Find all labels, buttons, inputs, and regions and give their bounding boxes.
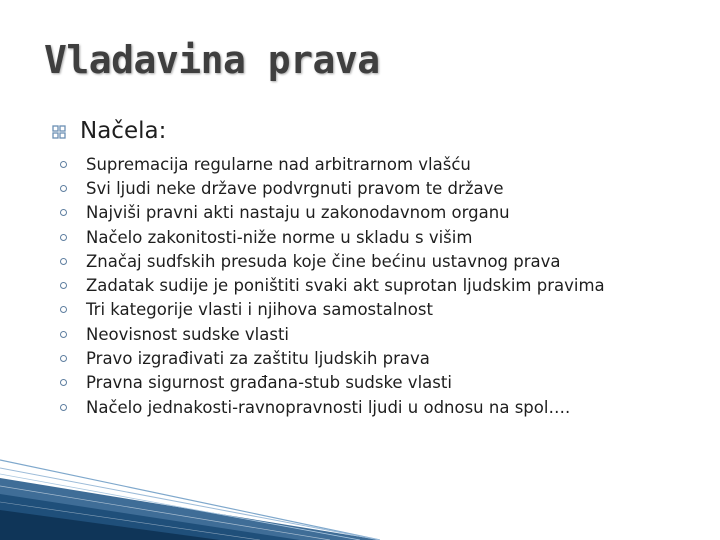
list-item bbox=[60, 152, 605, 176]
list-item-text: Svi ljudi neke države podvrgnuti pravom te države bbox=[86, 178, 504, 198]
circle-bullet-icon bbox=[60, 355, 67, 362]
list-item bbox=[60, 273, 605, 297]
list-item bbox=[60, 176, 605, 200]
list-item bbox=[60, 371, 605, 395]
circle-bullet-icon bbox=[60, 234, 67, 241]
list-item-text: Supremacija regularne nad arbitrarnom vlašću bbox=[86, 154, 471, 174]
circle-bullet-icon bbox=[60, 331, 67, 338]
circle-bullet-icon bbox=[60, 258, 67, 265]
list-item bbox=[60, 298, 605, 322]
list-item-text: Načelo jednakosti-ravnopravnosti ljudi u odnosu na spol…. bbox=[86, 397, 571, 417]
corner-decoration bbox=[0, 450, 380, 540]
circle-bullet-icon bbox=[60, 185, 67, 192]
list-item bbox=[60, 322, 605, 346]
list-item bbox=[60, 201, 605, 225]
list-item-text: Neovisnost sudske vlasti bbox=[86, 324, 289, 344]
list-item-text: Značaj sudfskih presuda koje čine bećinu ustavnog prava bbox=[86, 251, 561, 271]
heading-row bbox=[52, 118, 166, 144]
list-item bbox=[60, 346, 605, 370]
circle-bullet-icon bbox=[60, 404, 67, 411]
list-item-text: Pravna sigurnost građana-stub sudske vlasti bbox=[86, 373, 452, 393]
list-item-text: Načelo zakonitosti-niže norme u skladu s višim bbox=[86, 227, 473, 247]
slide-title: Vladavina prava bbox=[44, 38, 380, 82]
circle-bullet-icon bbox=[60, 282, 67, 289]
list-item-text: Pravo izgrađivati za zaštitu ljudskih prava bbox=[86, 349, 430, 369]
list-item bbox=[60, 395, 605, 419]
list-item-text: Najviši pravni akti nastaju u zakonodavnom organu bbox=[86, 203, 510, 223]
circle-bullet-icon bbox=[60, 209, 67, 216]
circle-bullet-icon bbox=[60, 161, 67, 168]
list-item-text: Tri kategorije vlasti i njihova samostalnost bbox=[86, 300, 433, 320]
circle-bullet-icon bbox=[60, 306, 67, 313]
heading-label: Načela: bbox=[80, 118, 167, 144]
square-bullet-icon bbox=[52, 124, 66, 138]
list-item-text: Zadatak sudije je poništiti svaki akt suprotan ljudskim pravima bbox=[86, 276, 605, 296]
list-item bbox=[60, 249, 605, 273]
list-item bbox=[60, 225, 605, 249]
principles-list bbox=[60, 152, 605, 419]
circle-bullet-icon bbox=[60, 379, 67, 386]
